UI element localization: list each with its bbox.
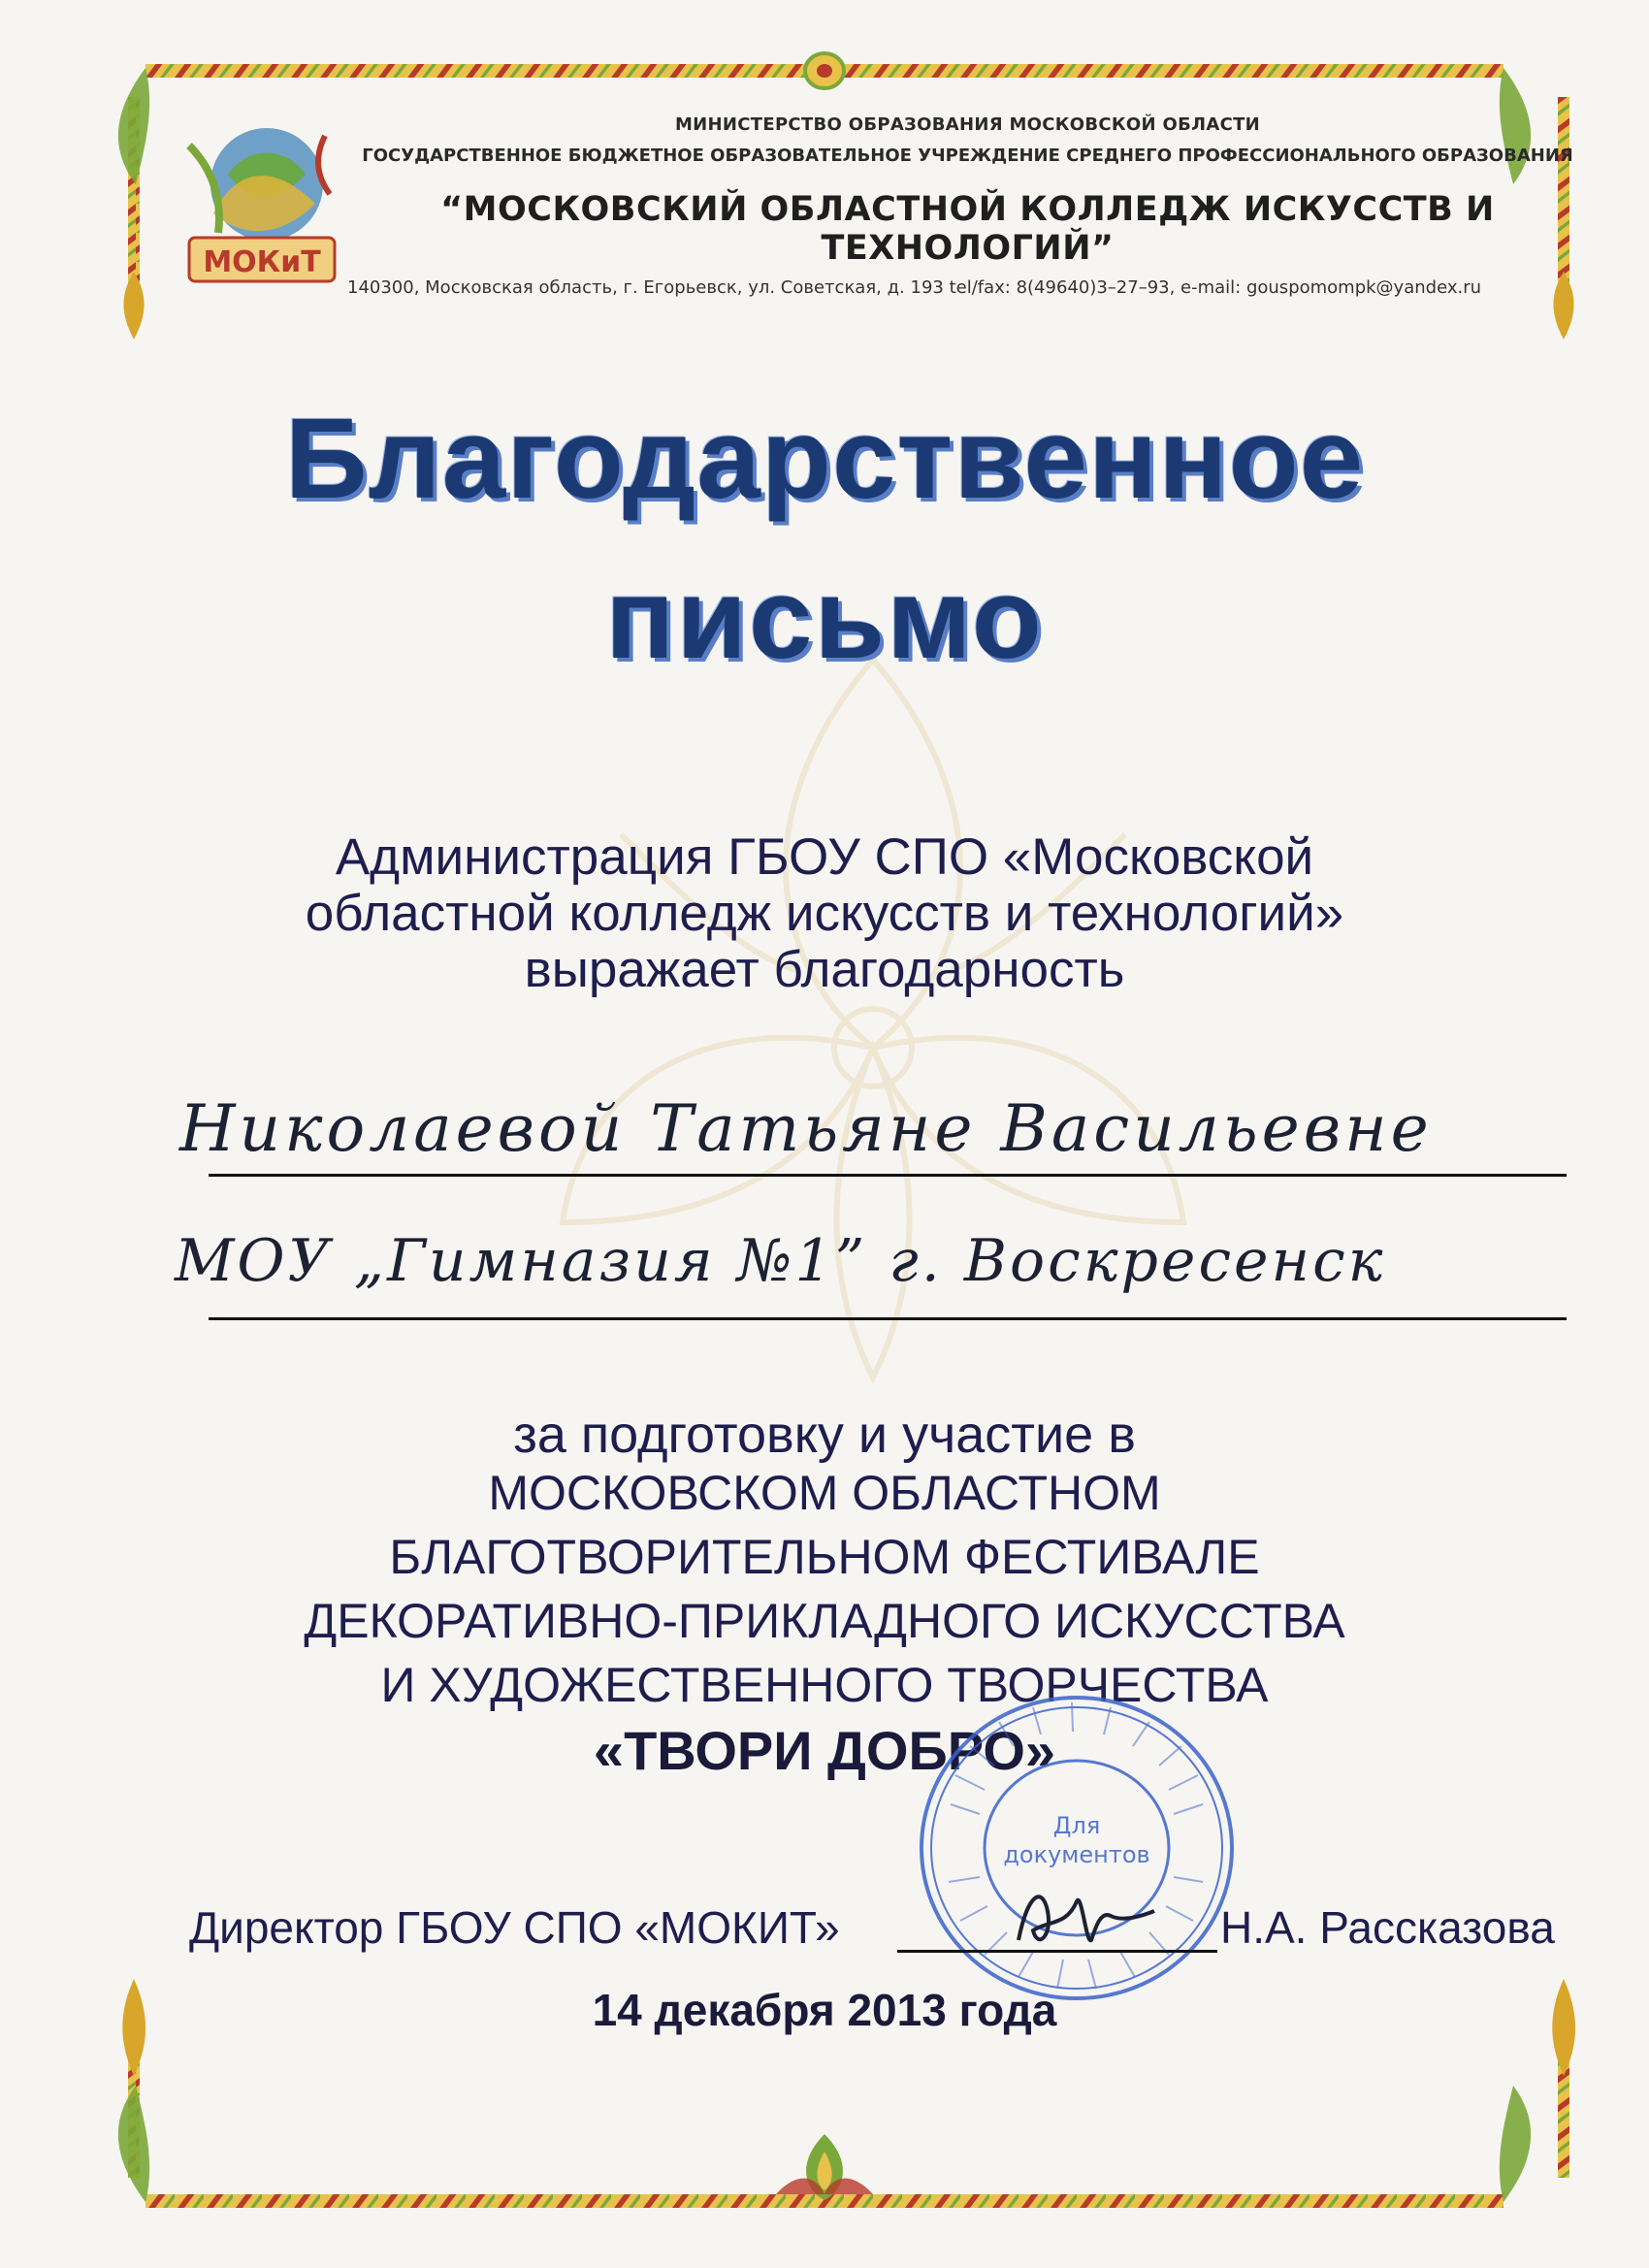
recipient-organization-handwritten: МОУ „Гимназия №1” г. Воскресенск (175, 1227, 1386, 1295)
intro-line2: областной колледж искусств и технологий» (305, 885, 1344, 942)
signatory-position: Директор ГБОУ СПО «МОКИТ» (189, 1902, 840, 1953)
reason-line3: БЛАГОТВОРИТЕЛЬНОМ ФЕСТИВАЛЕ (389, 1530, 1260, 1584)
college-logo (170, 107, 354, 301)
ministry-line: МИНИСТЕРСТВО ОБРАЗОВАНИЯ МОСКОВСКОЙ ОБЛАСТИ (674, 114, 1261, 135)
intro-line1: Администрация ГБОУ СПО «Московской (335, 828, 1314, 886)
festival-name: «ТВОРИ ДОБРО» (593, 1720, 1056, 1781)
reason-line4: ДЕКОРАТИВНО-ПРИКЛАДНОГО ИСКУССТВА (304, 1594, 1345, 1648)
stamp-inner-line1: Для (1052, 1812, 1101, 1839)
document-title-line1: Благодарственное (284, 395, 1365, 523)
reason-line2: МОСКОВСКОМ ОБЛАСТНОМ (488, 1466, 1161, 1520)
institution-line: ГОСУДАРСТВЕННОЕ БЮДЖЕТНОЕ ОБРАЗОВАТЕЛЬНОЕ УЧРЕЖДЕНИЕ СРЕДНЕГО ПРОФЕССИОНАЛЬНОГО ОБРАЗОВАНИЯ (362, 146, 1573, 166)
stamp-inner-line2: документов (1003, 1841, 1150, 1868)
intro-line3: выражает благодарность (524, 941, 1125, 998)
college-name: “МОСКОВСКИЙ ОБЛАСТНОЙ КОЛЛЕДЖ ИСКУССТВ И ТЕХНОЛОГИЙ” (440, 190, 1495, 268)
reason-line1: за подготовку и участие в (513, 1406, 1136, 1464)
document-title-line2: письмо (605, 555, 1044, 683)
handwritten-signature (999, 1872, 1174, 1960)
recipient-name-handwritten: Николаевой Татьяне Васильевне (179, 1091, 1433, 1166)
reason-line5: И ХУДОЖЕСТВЕННОГО ТВОРЧЕСТВА (380, 1658, 1269, 1712)
signatory-name: Н.А. Рассказова (1220, 1902, 1555, 1953)
recipient-organization-underline (209, 1317, 1567, 1320)
issue-date: 14 декабря 2013 года (592, 1985, 1057, 2035)
recipient-name-underline (209, 1174, 1567, 1177)
college-address: 140300, Московская область, г. Егорьевск, ул. Советская, д. 193 tel/fax: 8(49640)3–27–93, e-mail: gouspomompk@yandex.ru (347, 277, 1482, 298)
logo-text: МОКиТ (203, 245, 321, 279)
official-stamp (912, 1688, 1242, 2008)
